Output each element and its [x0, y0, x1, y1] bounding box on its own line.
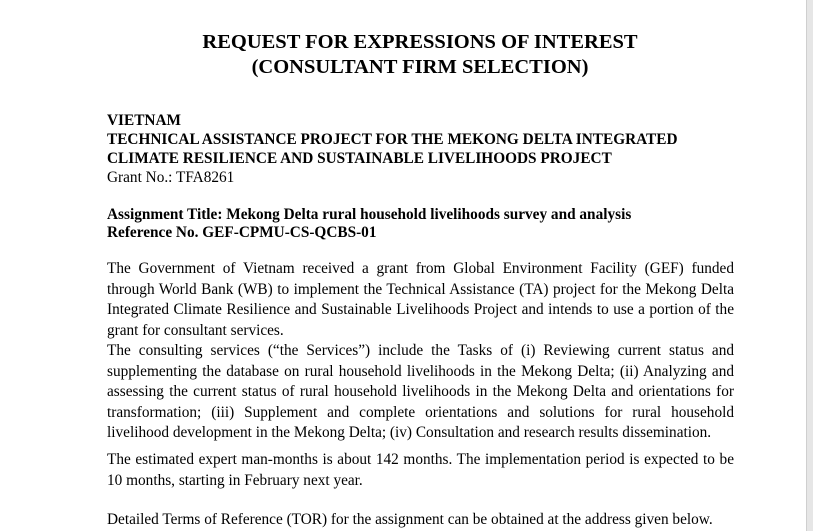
- reference-number: Reference No. GEF-CPMU-CS-QCBS-01: [107, 224, 377, 241]
- country-label: VIETNAM: [107, 112, 181, 129]
- paragraph-duration: The estimated expert man-months is about 142 months. The implementation period is expected to be 10 months, starting in February next year.: [107, 451, 734, 489]
- document-subtitle: (CONSULTANT FIRM SELECTION): [251, 56, 589, 78]
- document-title: REQUEST FOR EXPRESSIONS OF INTEREST: [202, 31, 638, 53]
- assignment-title: Assignment Title: Mekong Delta rural household livelihoods survey and analysis: [107, 206, 632, 223]
- paragraph-services-description: The consulting services (“the Services”) include the Tasks of (i) Reviewing current status and supplementing the database on rural household livelihoods in the Mekong Delta; (ii) Analyzing and assessing the current status of rural household livelihoods in the Mekong Delta and orientations for transformation; (iii) Supplement and complete orientations and solutions for rural household livelihood development in the Mekong Delta; (iv) Consultation and research results dissemination.: [107, 342, 734, 442]
- paragraph-tor: Detailed Terms of Reference (TOR) for the assignment can be obtained at the address given below.: [107, 511, 713, 528]
- paragraph-grant-description: The Government of Vietnam received a grant from Global Environment Facility (GEF) funded through World Bank (WB) to implement the Technical Assistance (TA) project for the Mekong Delta Integrated Climate Resilience and Sustainable Livelihoods Project and intends to use a portion of the grant for consultant services.: [107, 260, 734, 339]
- project-title-line-2: CLIMATE RESILIENCE AND SUSTAINABLE LIVELIHOODS PROJECT: [107, 150, 612, 167]
- grant-number: Grant No.: TFA8261: [107, 169, 235, 186]
- vertical-scrollbar[interactable]: [806, 0, 813, 531]
- project-title-line-1: TECHNICAL ASSISTANCE PROJECT FOR THE MEKONG DELTA INTEGRATED: [107, 131, 678, 148]
